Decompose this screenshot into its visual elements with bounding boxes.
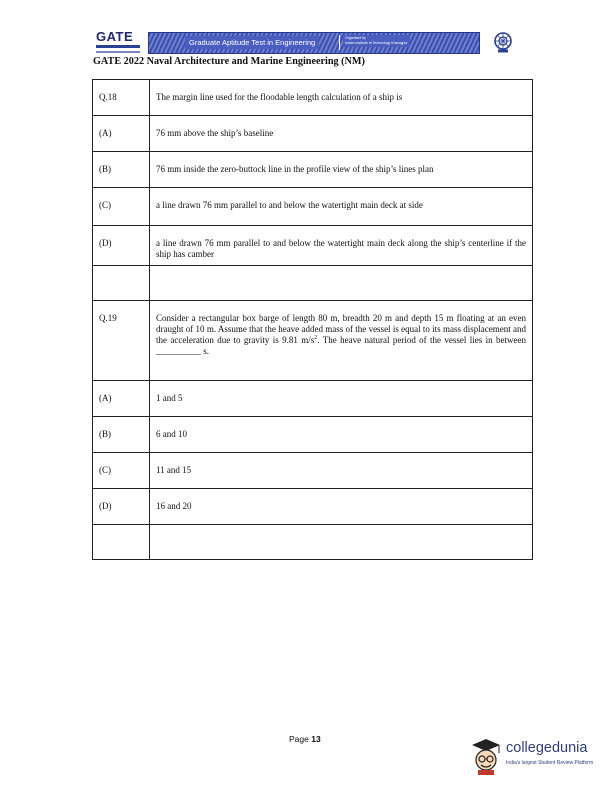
gate-banner	[148, 32, 480, 54]
spacer-row	[93, 525, 533, 560]
question-text: Consider a rectangular box barge of length 80 m, breadth 20 m and depth 15 m floating at an even draught of 10 m. Assume that the heave added mass of the vessel is equal to its mass displacement and the acceleration due to gravity is 9.81 $m/s^2$. The heave natural period of the vessel lies in between __________ s.	[150, 301, 533, 381]
brand-name: collegedunia	[506, 740, 588, 756]
option-row	[93, 453, 533, 489]
option-row	[93, 188, 533, 226]
question-number: Q.19	[93, 301, 150, 381]
collegedunia-logo	[466, 736, 608, 780]
banner-organiser: Organised by Indian Institute of Technology Kharagpur	[345, 36, 408, 45]
option-label: (C)	[93, 188, 150, 226]
question-number: Q.18	[93, 80, 150, 116]
option-text: 6 and 10	[150, 417, 533, 453]
option-row	[93, 417, 533, 453]
option-row	[93, 116, 533, 152]
option-label: (B)	[93, 417, 150, 453]
question-row	[93, 301, 533, 381]
option-row	[93, 226, 533, 266]
option-text: 76 mm above the ship’s baseline	[150, 116, 533, 152]
option-text: 76 mm inside the zero-buttock line in the profile view of the ship’s lines plan	[150, 152, 533, 188]
question-text: The margin line used for the floodable length calculation of a ship is	[150, 80, 533, 116]
option-text: 11 and 15	[150, 453, 533, 489]
option-label: (A)	[93, 381, 150, 417]
spacer-row	[93, 266, 533, 301]
option-label: (D)	[93, 226, 150, 266]
iit-emblem-icon	[492, 30, 514, 54]
option-row	[93, 381, 533, 417]
brand-tagline: India's largest Student Review Platform	[506, 760, 594, 766]
option-text: 16 and 20	[150, 489, 533, 525]
banner-title: Graduate Aptitude Test in Engineering	[185, 36, 319, 49]
page-number: Page 13	[289, 734, 321, 744]
option-label: (D)	[93, 489, 150, 525]
question-row	[93, 80, 533, 116]
question-table	[92, 79, 533, 560]
option-label: (A)	[93, 116, 150, 152]
option-text: 1 and 5	[150, 381, 533, 417]
graduate-mascot-icon	[466, 736, 504, 776]
option-label: (B)	[93, 152, 150, 188]
page-header	[96, 30, 516, 58]
option-text: a line drawn 76 mm parallel to and below the watertight main deck at side	[150, 188, 533, 226]
document-title: GATE 2022 Naval Architecture and Marine Engineering (NM)	[93, 56, 365, 67]
gate-logo-text: GATE	[96, 29, 134, 44]
option-row	[93, 152, 533, 188]
option-text: a line drawn 76 mm parallel to and below the watertight main deck along the ship’s centerline if the ship has camber	[150, 226, 533, 266]
option-row	[93, 489, 533, 525]
option-label: (C)	[93, 453, 150, 489]
gate-logo	[96, 30, 144, 56]
